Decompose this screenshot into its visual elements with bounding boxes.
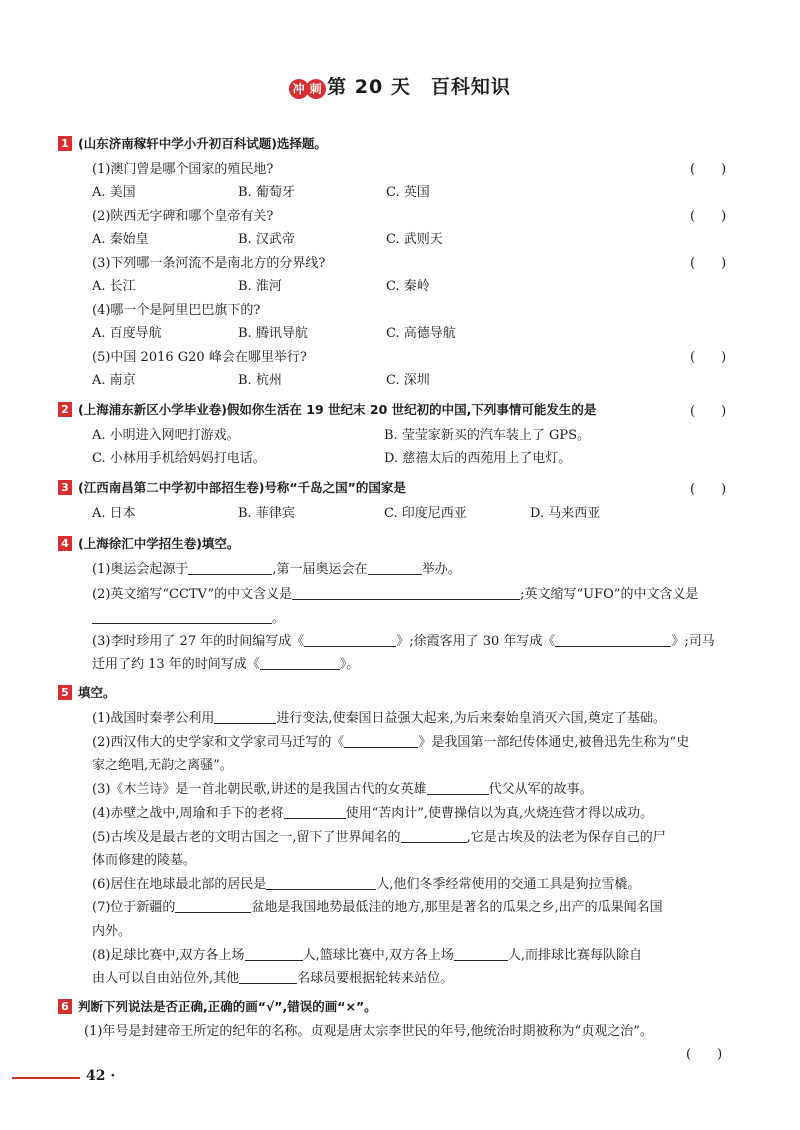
q3-option-d: D. 马来西亚 [530, 506, 601, 521]
q2-option-c: C. 小林用手机给妈妈打电话。 [92, 451, 266, 466]
q1-item5-option-a: A. 南京 [92, 373, 136, 388]
answer-blank[interactable] [92, 610, 272, 624]
q1-item1-option-b: B. 葡萄牙 [238, 185, 295, 200]
q2-option-d: D. 慈禧太后的西苑用上了电灯。 [384, 451, 572, 466]
answer-paren: ( ) [690, 404, 727, 419]
title-text: 第 20 天 百科知识 [327, 76, 511, 98]
answer-paren: ( ) [690, 256, 727, 271]
q1-item3-option-c: C. 秦岭 [386, 279, 430, 294]
q5-line-1: (1)战国时秦孝公利用 进行变法,使秦国日益强大起来,为后来秦始皇消灭六国,奠定了基础。 [92, 711, 666, 726]
answer-blank[interactable] [266, 876, 376, 890]
q5-line-2: (2)西汉伟大的史学家和文学家司马迁写的《 》是我国第一部纪传体通史,被鲁迅先生称为“史 [92, 735, 690, 750]
q5-line-6: (5)古埃及是最古老的文明古国之一,留下了世界闻名的 ,它是古埃及的法老为保存自己的尸 [92, 830, 666, 845]
answer-blank[interactable] [245, 947, 303, 961]
q1-item1-option-c: C. 英国 [386, 185, 430, 200]
answer-blank[interactable] [188, 561, 272, 575]
answer-paren: ( ) [690, 482, 727, 497]
answer-blank[interactable] [292, 586, 520, 600]
sprint-badge: 冲 刺 [289, 76, 323, 99]
question-1-heading: 1 (山东济南稼轩中学小升初百科试题)选择题。 [58, 134, 327, 152]
q5-line-8: (6)居住在地球最北部的居民是 人,他们冬季经常使用的交通工具是狗拉雪橇。 [92, 877, 641, 892]
q4-line-3: (3)李时珍用了 27 年的时间编写成《 》;徐霞客用了 30 年写成《 》;司马 [92, 634, 715, 649]
q1-item2-option-c: C. 武则天 [386, 232, 443, 247]
q1-item3-text: (3)下列哪一条河流不是南北方的分界线? [92, 256, 326, 271]
footer-rule [12, 1077, 80, 1079]
q5-line-3: 家之绝唱,无韵之离骚”。 [92, 758, 233, 773]
q1-item4-option-b: B. 腾讯导航 [238, 326, 308, 341]
q5-line-5: (4)赤壁之战中,周瑜和手下的老将 使用“苦肉计”,使曹操信以为真,火烧连营才得以成功。 [92, 806, 654, 821]
answer-blank[interactable] [260, 656, 340, 670]
q5-line-4: (3)《木兰诗》是一首北朝民歌,讲述的是我国古代的女英雄 代父从军的故事。 [92, 782, 593, 797]
answer-blank[interactable] [427, 781, 489, 795]
answer-blank[interactable] [175, 899, 251, 913]
answer-paren: ( ) [690, 162, 727, 177]
q5-line-12: 由人可以自由站位外,其他 名球员要根据轮转来站位。 [92, 971, 454, 986]
page-number: 42 · [86, 1068, 116, 1084]
q1-item5-text: (5)中国 2016 G20 峰会在哪里举行? [92, 350, 307, 365]
question-2-heading: 2 (上海浦东新区小学毕业卷)假如你生活在 19 世纪末 20 世纪初的中国,下列事情可能发生的是 [58, 400, 596, 418]
q1-item4-option-c: C. 高德导航 [386, 326, 456, 341]
q6-line-1: (1)年号是封建帝王所定的纪年的名称。贞观是唐太宗李世民的年号,他统治时期被称为“贞观之治”。 [84, 1024, 653, 1039]
q3-option-b: B. 菲律宾 [238, 506, 295, 521]
answer-paren: ( ) [690, 350, 727, 365]
question-4-heading: 4 (上海徐汇中学招生卷)填空。 [58, 534, 239, 552]
question-6-heading: 6 判断下列说法是否正确,正确的画“√”,错误的画“×”。 [58, 997, 377, 1015]
q2-option-a: A. 小明进入网吧打游戏。 [92, 428, 240, 443]
q3-option-a: A. 日本 [92, 506, 136, 521]
q2-option-b: B. 莹莹家新买的汽车装上了 GPS。 [384, 428, 590, 443]
q4-line-4: 迁用了约 13 年的时间写成《 》。 [92, 657, 360, 672]
q1-item5-option-c: C. 深圳 [386, 373, 430, 388]
q1-item2-option-b: B. 汉武帝 [238, 232, 295, 247]
answer-paren: ( ) [690, 209, 727, 224]
q1-item3-option-a: A. 长江 [92, 279, 136, 294]
answer-blank[interactable] [368, 561, 422, 575]
q4-line-1: (1)奥运会起源于 ,第一届奥运会在 举办。 [92, 562, 461, 577]
question-3-heading: 3 (江西南昌第二中学初中部招生卷)号称“千岛之国”的国家是 [58, 478, 406, 496]
answer-paren: ( ) [686, 1047, 723, 1062]
answer-blank[interactable] [344, 734, 418, 748]
q5-line-10: 内外。 [92, 924, 132, 939]
q5-line-9: (7)位于新疆的 盆地是我国地势最低洼的地方,那里是著名的瓜果之乡,出产的瓜果闻名国 [92, 900, 663, 915]
answer-blank[interactable] [239, 970, 297, 984]
answer-blank[interactable] [555, 633, 671, 647]
q1-item5-option-b: B. 杭州 [238, 373, 282, 388]
q1-item3-option-b: B. 淮河 [238, 279, 282, 294]
page-title [0, 72, 800, 99]
answer-blank[interactable] [401, 829, 467, 843]
q4-line-2-cont: 。 [92, 607, 285, 626]
q3-option-c: C. 印度尼西亚 [384, 506, 467, 521]
q1-item1-text: (1)澳门曾是哪个国家的殖民地? [92, 162, 274, 177]
q1-item2-option-a: A. 秦始皇 [92, 232, 149, 247]
answer-blank[interactable] [304, 633, 396, 647]
answer-blank[interactable] [284, 805, 346, 819]
answer-blank[interactable] [454, 947, 508, 961]
q5-line-7: 体而修建的陵墓。 [92, 853, 197, 868]
answer-blank[interactable] [214, 710, 276, 724]
q1-item4-text: (4)哪一个是阿里巴巴旗下的? [92, 303, 261, 318]
q5-line-11: (8)足球比赛中,双方各上场 人,篮球比赛中,双方各上场 人,而排球比赛每队除自 [92, 948, 642, 963]
q1-item2-text: (2)陕西无字碑和哪个皇帝有关? [92, 209, 274, 224]
q4-line-2: (2)英文缩写“CCTV”的中文含义是 ;英文缩写“UFO”的中文含义是 [92, 587, 699, 602]
q1-item1-option-a: A. 美国 [92, 185, 136, 200]
question-5-heading: 5 填空。 [58, 683, 116, 701]
q1-item4-option-a: A. 百度导航 [92, 326, 162, 341]
